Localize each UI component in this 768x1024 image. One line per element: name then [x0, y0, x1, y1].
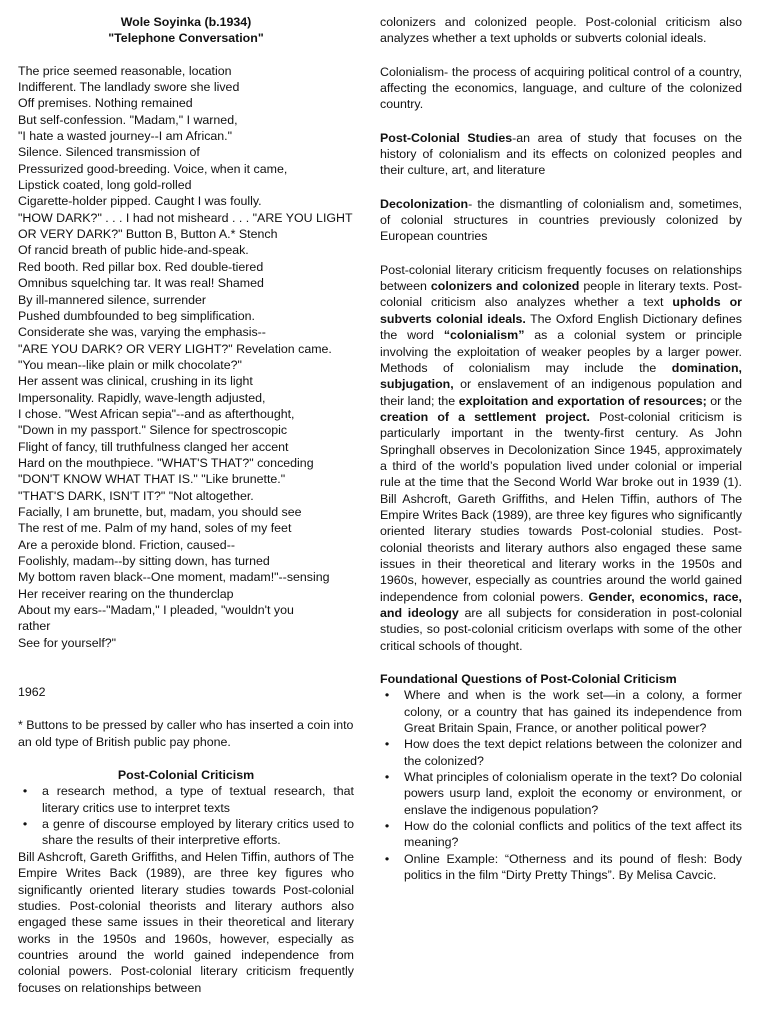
- poem-line: "THAT'S DARK, ISN'T IT?" "Not altogether.: [18, 488, 254, 503]
- list-item-text: What principles of colonialism operate in the text? Do colonial powers usurp land, exploit the economy or environment, or enslave the indigenous population?: [404, 770, 742, 817]
- bullet-icon: •: [22, 817, 28, 832]
- list-item: [380, 769, 742, 818]
- list-item: [18, 816, 354, 849]
- poem-line: "ARE YOU DARK? OR VERY LIGHT?" Revelation came.: [18, 341, 332, 356]
- pcs-term: Post-Colonial Studies: [380, 130, 513, 145]
- decol-term: Decolonization: [380, 196, 469, 211]
- poem-line: "DON'T KNOW WHAT THAT IS." "Like brunette.": [18, 472, 286, 487]
- bullet-icon: •: [384, 819, 390, 834]
- poem-line: Are a peroxide blond. Friction, caused--: [18, 537, 235, 552]
- poem-line: I chose. "West African sepia"--and as afterthought,: [18, 406, 295, 421]
- poem-year: 1962: [18, 685, 46, 700]
- poem-line: Her assent was clinical, crushing in its light: [18, 374, 253, 389]
- author-line: Wole Soyinka (b.1934): [120, 15, 252, 29]
- poem-line: By ill-mannered silence, surrender: [18, 292, 207, 307]
- poem-line: "You mean--like plain or milk chocolate?": [18, 357, 242, 372]
- list-item: [380, 818, 742, 851]
- poem-line: Indifferent. The landlady swore she lived: [18, 80, 240, 95]
- poem-line: "Down in my passport." Silence for spectroscopic: [18, 423, 288, 438]
- text-run: are all subjects for consideration in post-colonial studies, so post-colonial criticism overlaps with some of the other critical schools of thought.: [380, 606, 742, 653]
- left-column: [18, 14, 354, 1024]
- list-item-text: Where and when is the work set—in a colony, a former colony, or a country that has gained its independence from Great Britain Spain, France, or another political power?: [404, 688, 742, 736]
- poem-line: Cigarette-holder pipped. Caught I was foully.: [18, 194, 262, 209]
- list-item: [380, 687, 742, 736]
- fq-heading: Foundational Questions of Post-Colonial Criticism: [380, 672, 677, 687]
- poem-body: [18, 63, 354, 651]
- list-item: [18, 783, 354, 816]
- poem-line: Off premises. Nothing remained: [18, 96, 193, 111]
- bullet-icon: •: [384, 851, 390, 866]
- poem-line: Omnibus squelching tar. It was real! Shamed: [18, 276, 264, 291]
- text-run: or enslavement of an indigenous population and their land; the: [380, 377, 742, 408]
- poem-line: Hard on the mouthpiece. "WHAT'S THAT?" conceding: [18, 455, 314, 470]
- list-item: [380, 851, 742, 884]
- continuation-paragraph: colonizers and colonized people. Post-colonial criticism also analyzes whether a text upholds or subverts colonial ideals.: [380, 15, 742, 46]
- poem-line: But self-confession. "Madam," I warned,: [18, 112, 238, 127]
- bullet-icon: •: [384, 737, 390, 752]
- right-column: [380, 14, 742, 1024]
- list-item-text: a research method, a type of textual research, that literary critics use to interpret texts: [42, 784, 354, 815]
- emphasis-run: domination, subjugation,: [380, 360, 742, 392]
- poem-line: Her receiver rearing on the thunderclap: [18, 586, 234, 601]
- text-run: The Oxford English Dictionary defines the word: [380, 311, 742, 343]
- poem-line: Of rancid breath of public hide-and-speak.: [18, 243, 249, 258]
- emphasis-run: creation of a settlement project.: [380, 409, 590, 424]
- decol-text: - the dismantling of colonialism and, sometimes, of colonial structures in countries previously colonized by European countries: [380, 196, 742, 244]
- pcc-bullet-list: [18, 783, 354, 848]
- poem-line: Pressurized good-breeding. Voice, when it came,: [18, 161, 288, 176]
- poem-line: Considerate she was, varying the emphasis--: [18, 325, 266, 340]
- footnote: * Buttons to be pressed by caller who has inserted a coin into an old type of British public pay phone.: [18, 718, 354, 749]
- bullet-icon: •: [384, 770, 390, 785]
- bullet-icon: •: [384, 688, 390, 703]
- poem-line: Pushed dumbfounded to beg simplification.: [18, 308, 255, 323]
- text-run: Post-colonial criticism is particularly important in the twenty-first century. As John Springhall observes in Decolonization Since 1945, approximately a third of the world’s population lived under colonial or imperial rule at the time that the Second World War broke out in 1939 (1). Bill Ashcroft, Gareth Griffiths, and Helen Tiffin, authors of The Empire Writes Back (1989), are three key figures who significantly oriented literary studies towards Post-colonial studies. Post-colonial theorists and literary authors also engaged these same issues in their theoretical and literary works in the 1950s and 1960s, however, especially as countries around the world gained independence from colonial powers.: [380, 409, 742, 604]
- list-item-text: How does the text depict relations between the colonizer and the colonized?: [404, 737, 742, 768]
- list-item-text: a genre of discourse employed by literary critics used to share the results of their interpretive efforts.: [42, 817, 354, 848]
- poem-line: rather: [18, 619, 51, 634]
- poem-line: The rest of me. Palm of my hand, soles of my feet: [18, 521, 292, 536]
- text-run: as a colonial system or principle involving the exploitation of weaker peoples by a larger power. Methods of colonialism may include the: [380, 328, 742, 375]
- poem-line: Red booth. Red pillar box. Red double-tiered: [18, 259, 264, 274]
- decolonization-definition: [380, 196, 742, 245]
- emphasis-run: upholds or subverts colonial ideals.: [380, 295, 742, 326]
- poem-line: Silence. Silenced transmission of: [18, 145, 200, 160]
- pcs-text: -an area of study that focuses on the history of colonialism and its effects on colonized peoples and their culture, art, and literature: [380, 130, 742, 178]
- emphasis-run: colonizers and colonized: [430, 279, 580, 294]
- list-item-text: Online Example: “Otherness and its pound of flesh: Body politics in the film “Dirty Pretty Things”. By Melisa Cavcic.: [404, 851, 742, 883]
- pcc-heading: Post-Colonial Criticism: [117, 768, 255, 783]
- poem-line: About my ears--"Madam," I pleaded, "wouldn't you: [18, 603, 294, 618]
- text-run: people in literary texts. Post-colonial criticism also analyzes whether a text: [380, 279, 742, 310]
- main-paragraph: [380, 262, 742, 654]
- poem-line: Lipstick coated, long gold-rolled: [18, 178, 192, 193]
- list-item: [380, 736, 742, 769]
- poem-line: OR VERY DARK?" Button B, Button A.* Stench: [18, 227, 278, 242]
- bullet-icon: •: [22, 784, 28, 799]
- poem-line: Flight of fancy, till truthfulness clanged her accent: [18, 439, 289, 454]
- pcs-definition: [380, 130, 742, 179]
- poem-line: Facially, I am brunette, but, madam, you should see: [18, 504, 302, 519]
- text-run: Post-colonial literary criticism frequently focuses on relationships between: [380, 262, 742, 294]
- poem-line: My bottom raven black--One moment, madam!"--sensing: [18, 570, 330, 585]
- emphasis-run: Gender, economics, race, and ideology: [380, 589, 742, 620]
- poem-line: The price seemed reasonable, location: [18, 63, 232, 78]
- poem-line: "I hate a wasted journey--I am African.": [18, 129, 233, 144]
- poem-line: "HOW DARK?" . . . I had not misheard . . . "ARE YOU LIGHT: [18, 210, 353, 225]
- colonialism-definition: Colonialism- the process of acquiring political control of a country, affecting the economics, language, and culture of the colonized country.: [380, 64, 742, 112]
- poem-line: Impersonality. Rapidly, wave-length adjusted,: [18, 390, 266, 405]
- emphasis-run: “colonialism”: [443, 328, 525, 343]
- list-item-text: How do the colonial conflicts and politics of the text affect its meaning?: [404, 819, 742, 850]
- pcc-paragraph: Bill Ashcroft, Gareth Griffiths, and Helen Tiffin, authors of The Empire Writes Back (1989), are three key figures who significantly oriented literary studies towards Post-colonial studies. Post-colonial theorists and literary authors also engaged these same issues in their theoretical and literary works in the 1950s and 1960s, however, especially as countries around the world gained independence from colonial powers. Post-colonial literary criticism frequently focuses on relationships between: [18, 849, 354, 995]
- poem-title: "Telephone Conversation": [108, 31, 264, 46]
- poem-line: See for yourself?": [18, 635, 117, 650]
- text-run: or the: [706, 393, 742, 408]
- fq-bullet-list: [380, 687, 742, 883]
- poem-line: Foolishly, madam--by sitting down, has turned: [18, 554, 270, 568]
- emphasis-run: exploitation and exportation of resources;: [458, 393, 707, 408]
